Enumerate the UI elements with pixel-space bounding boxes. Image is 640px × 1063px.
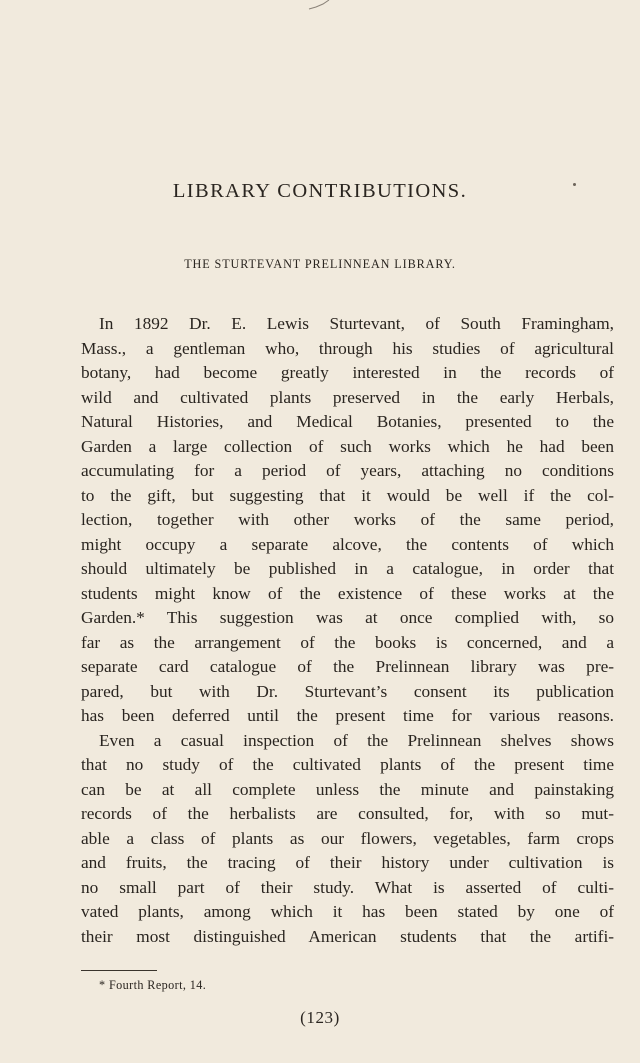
text-line: their most distinguished American students that the artifi-	[81, 926, 614, 946]
text-line: should ultimately be published in a catalogue, in order that	[81, 559, 614, 578]
text-line: that no study of the cultivated plants of the present time	[81, 755, 614, 774]
footnote-divider	[81, 970, 157, 971]
text-line: Garden a large collection of such works which he had been	[81, 436, 614, 456]
text-line: separate card catalogue of the Prelinnean library was pre-	[81, 657, 614, 676]
text-line: no small part of their study. What is asserted of culti-	[81, 877, 614, 897]
text-line: far as the arrangement of the books is concerned, and a	[81, 632, 614, 652]
text-line: Garden.* This suggestion was at once complied with, so	[81, 608, 614, 627]
text-line: can be at all complete unless the minute and painstaking	[81, 779, 614, 799]
text-line: and fruits, the tracing of their history under cultivation is	[81, 853, 614, 872]
text-line: accumulating for a period of years, attaching no conditions	[81, 461, 614, 480]
text-line: pared, but with Dr. Sturtevant’s consent its publication	[81, 681, 614, 701]
text-line: In 1892 Dr. E. Lewis Sturtevant, of South Framingham,	[99, 314, 614, 333]
text-line: might occupy a separate alcove, the contents of which	[81, 534, 614, 554]
text-line: to the gift, but suggesting that it would be well if the col-	[81, 485, 614, 505]
pencil-mark-icon	[308, 0, 330, 10]
text-line: able a class of plants as our flowers, vegetables, farm crops	[81, 828, 614, 848]
text-line: has been deferred until the present time for various reasons.	[81, 706, 614, 725]
footnote: * Fourth Report, 14.	[99, 978, 207, 992]
page-title: LIBRARY CONTRIBUTIONS.	[172, 180, 468, 202]
text-line: Mass., a gentleman who, through his studies of agricultural	[81, 338, 614, 358]
text-line: botany, had become greatly interested in the records of	[81, 363, 614, 382]
text-line: Even a casual inspection of the Prelinnean shelves shows	[99, 730, 614, 750]
section-title: THE STURTEVANT PRELINNEAN LIBRARY.	[184, 257, 456, 271]
page-number: (123)	[300, 1008, 340, 1027]
text-line: vated plants, among which it has been stated by one of	[81, 902, 614, 921]
text-line: students might know of the existence of these works at the	[81, 583, 614, 603]
text-line: lection, together with other works of the same period,	[81, 510, 614, 529]
body-paragraph	[81, 312, 614, 949]
text-line: wild and cultivated plants preserved in the early Herbals,	[81, 387, 614, 407]
text-line: records of the herbalists are consulted, for, with so mut-	[81, 804, 614, 823]
text-line: Natural Histories, and Medical Botanies, presented to the	[81, 412, 614, 431]
